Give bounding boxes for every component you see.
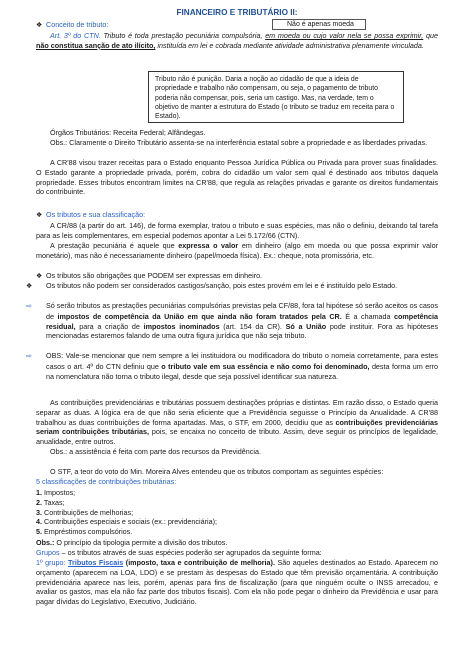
diamond-bullet-icon: ❖ — [36, 22, 43, 29]
list-item: 4. Contribuições especiais e sociais (ex.: previdenciária); — [36, 517, 217, 527]
list-item: 5. Empréstimos compulsórios. — [36, 527, 133, 537]
stf-paragraph: O STF, a teor do voto do Min. Moreira Alves entendeu que os tributos comportam as seguintes espécies: — [50, 467, 384, 476]
diamond-bullet-icon: ❖ — [26, 283, 33, 290]
obs-1: Obs.: Claramente o Direito Tributário assenta-se na interferência estatal sobre a propriedade e as liberdades privadas. — [50, 138, 428, 147]
orgaos-text: Órgãos Tributários: Receita Federal; Alfândegas. — [50, 128, 206, 137]
arrow-right-icon: ⇨ — [26, 303, 32, 310]
cr88-definicao-paragraph: A CR/88 (a partir do art. 146), de forma exemplar, tratou o tributo e suas espécies, mas não o definiu, deixando tal tarefa para as leis complementares, em especial podemos apontar a Lei 5.172/66 (CTN). — [36, 221, 438, 240]
especies-list — [36, 488, 438, 537]
cr88-paragraph: A CR'88 visou trazer receitas para o Estado enquanto Pessoa Jurídica Pública ou Privada para prover suas finalidades. O Estado garante a propriedade privada, porém, cobra do cidadão um valor sem qual é destinado aos tributos daquela propriedade. Esses tributos encontram limites na CR'88, que regula as relações privadas e garante os direitos fundamentais do contribuinte. — [36, 158, 438, 197]
nao-moeda-note: Não é apenas moeda — [272, 19, 366, 30]
section-classificacao-heading: ❖ Os tributos e sua classificação: — [36, 210, 146, 219]
obs-3: Obs.: O princípio da tipologia permite a divisão dos tributos. — [36, 538, 228, 547]
list-item: 2. Taxas; — [36, 497, 65, 507]
arrow-right-icon: ⇨ — [26, 353, 32, 360]
callout-box: Tributo não é punição. Daria a noção ao cidadão de que a ideia de propriedade e trabalho não compensam, ou seja, o pagamento de tributo poderia não compensar, pois, seria um castigo. Mas, na verdade, tem o objetivo de manter a estrutura do Estado (o tributo se traduz em receita para o Estado). — [148, 71, 404, 123]
contribuicoes-paragraph: As contribuições previdenciárias e tributárias possuem destinações próprias e distintas. Em razão disso, o Estado queria separar as duas. A lógica era de que não seria eficiente que a Previdência seguisse o Princípio da Anualidade. A CR'88 trabalhou as duas contribuições de forma apartadas. Mas, o STF, em 2000, decidiu que as contribuições previdenciárias seriam contribuições tributárias, pois, se encaixa no conceito de tributo. Assim, deve seguir os princípios de legalidade, anualidade, entre outros. — [36, 398, 439, 447]
page-title: FINANCEIRO E TRIBUTÁRIO II: — [176, 8, 298, 17]
list-item: ❖ Os tributos são obrigações que PODEM ser expressas em dinheiro. — [36, 271, 263, 280]
grupo-1-paragraph: 1º grupo: Tributos Fiscais (imposto, taxa e contribuição de melhoria). São aqueles destinados ao Estado. Aparecem no orçamento (aparecem na LOA, LDO) e se prestam às despesas do Estado que têm previsão orçamentária. A contribuição previdenciária aparece nas leis, porém, apenas para fins de fiscalização (para que ninguém oculte o INSS arrecadou, e avaliar os gastos, mas ela não faz parte dos tributos fiscais). Com ela não pode pegar o dinheiro da Previdência e usar para pagar dívidas do Legislativo, Executivo, Judiciário. — [36, 558, 438, 607]
list-item: 1. Impostos; — [36, 488, 76, 497]
list-item: 3. Contribuições de melhorias; — [36, 507, 134, 517]
list-item: ❖ Os tributos não podem ser considerados castigos/sanção, pois estes provém em lei e é instituído pelo Estado. — [26, 281, 398, 290]
especies-heading: 5 classificações de contribuições tributárias: — [36, 477, 177, 486]
diamond-bullet-icon: ❖ — [36, 273, 43, 280]
section-conceito-heading: ❖ Conceito de tributo: — [36, 20, 109, 29]
grupos-line: Grupos – os tributos através de suas espécies poderão ser agrupados da seguinte forma: — [36, 548, 322, 557]
obs-2: Obs.: a assistência é feita com parte dos recursos da Previdência. — [50, 447, 261, 456]
list-item: ⇨ Só serão tributos as prestações pecuniárias compulsórias previstas pela CF/88, fora tal hipótese só serão aceitos os casos de impostos de competência da União em que ainda não foram tratados pela CR. É a chamada competência residual, para a criação de impostos inominados (art. 154 da CR). Só a União pode instituir. Fora as hipóteses mencionadas estaremos falando de uma outra figura jurídica que não seja tributo. — [26, 301, 439, 341]
conceito-paragraph: Art. 3º do CTN. Tributo é toda prestação pecuniária compulsória, em moeda ou cujo valor nela se possa exprimir, que não constitua sanção de ato ilícito, instituída em lei e cobrada mediante atividade administrativa plenamente vinculada. — [36, 31, 438, 50]
list-item: ⇨ OBS: Vale-se mencionar que nem sempre a lei instituidora ou modificadora do tributo o nomeia corretamente, para estes casos o art. 4º do CTN definiu que o tributo vale em sua essência e não como foi denominado, desta forma um erro na nomenclatura não torna o tributo ilegal, desde que seja possível identificar sua natureza. — [26, 351, 438, 381]
diamond-bullet-icon: ❖ — [36, 212, 43, 219]
prestacao-paragraph: A prestação pecuniária é aquele que expressa o valor em dinheiro (algo em moeda ou que possa exprimir valor monetário), mas não é necessariamente dinheiro (papel/moeda física). Ex.: cheque, nota promissória, etc. — [36, 241, 439, 260]
